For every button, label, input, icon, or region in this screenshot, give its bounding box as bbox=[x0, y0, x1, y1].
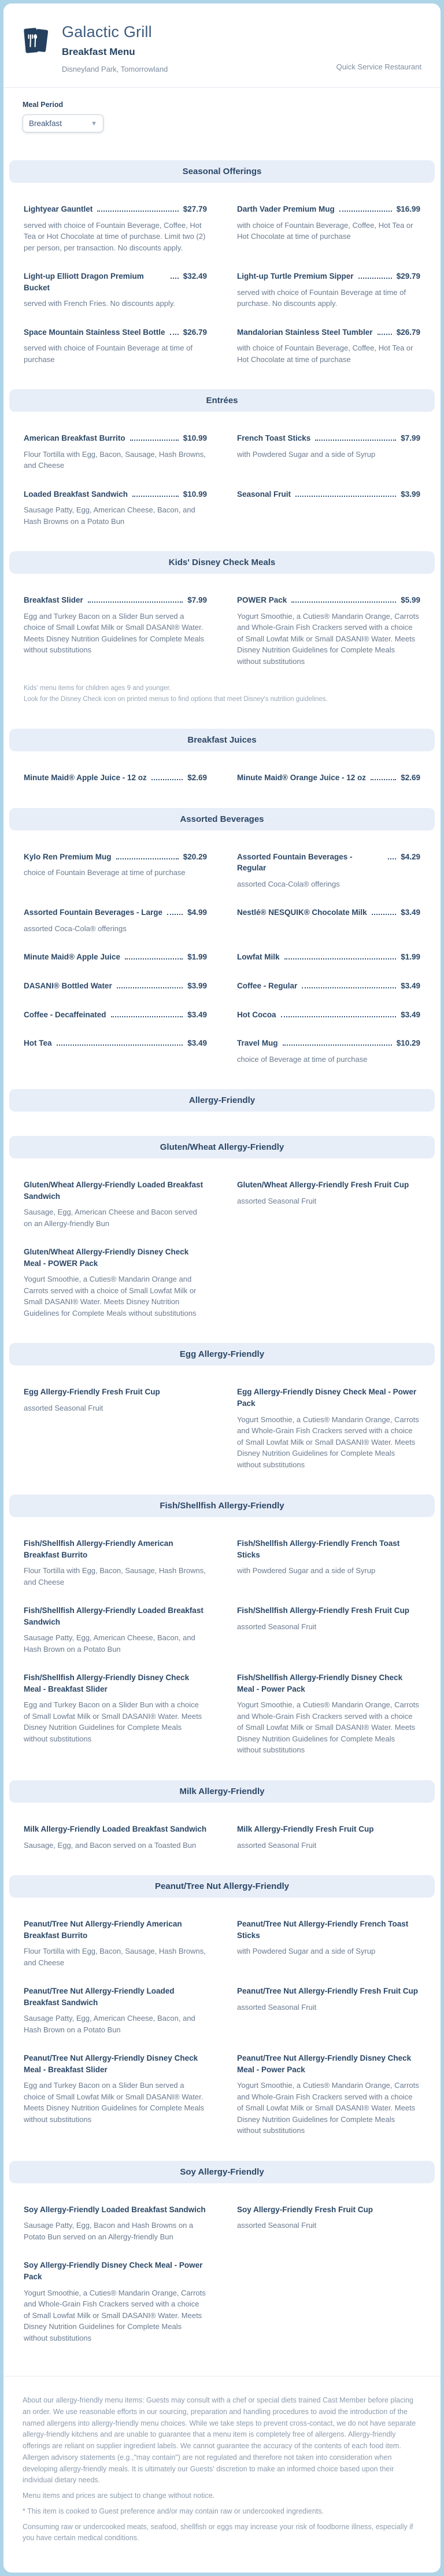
section-items bbox=[3, 204, 441, 365]
item-description: choice of Beverage at time of purchase bbox=[237, 1054, 420, 1065]
item-row bbox=[237, 1038, 420, 1049]
item-row bbox=[237, 2053, 420, 2075]
item-price: $4.29 bbox=[401, 852, 420, 861]
menu-item bbox=[24, 2053, 207, 2136]
section-items bbox=[3, 772, 441, 784]
item-description: Sausage Patty, Egg, American Cheese, Bacon, and Hash Browns on a Potato Bun bbox=[24, 504, 207, 527]
item-price: $3.99 bbox=[401, 490, 420, 499]
item-description: Flour Tortilla with Egg, Bacon, Sausage, Hash Browns, and Cheese bbox=[24, 1946, 207, 1968]
item-name: Fish/Shellfish Allergy-Friendly Loaded Breakfast Sandwich bbox=[24, 1605, 207, 1627]
item-price: $4.99 bbox=[187, 908, 207, 917]
item-description: Flour Tortilla with Egg, Bacon, Sausage, Hash Browns, and Cheese bbox=[24, 449, 207, 471]
item-row bbox=[24, 1246, 207, 1269]
item-row bbox=[24, 595, 207, 606]
item-row bbox=[237, 327, 420, 338]
item-row bbox=[237, 433, 420, 444]
item-row bbox=[24, 1918, 207, 1941]
menu-item bbox=[237, 1672, 420, 1756]
item-price: $7.99 bbox=[401, 434, 420, 442]
item-name: Fish/Shellfish Allergy-Friendly Disney Check Meal - Breakfast Slider bbox=[24, 1672, 207, 1695]
item-description: Yogurt Smoothie, a Cuties® Mandarin Orange, Carrots and Whole-Grain Fish Crackers served with a choice of Small Lowfat Milk or Small DASANI® Water. Meets Disney Nutrition Guidelines for Complete Meals without substitutions bbox=[24, 2287, 207, 2344]
item-description: Sausage, Egg, American Cheese and Bacon served on an Allergy-friendly Bun bbox=[24, 1206, 207, 1229]
dot-leader bbox=[88, 601, 183, 603]
item-name: Soy Allergy-Friendly Loaded Breakfast Sandwich bbox=[24, 2204, 206, 2216]
menu-item bbox=[24, 204, 207, 253]
item-name: Travel Mug bbox=[237, 1038, 278, 1049]
menu-item bbox=[237, 1985, 420, 2035]
item-price: $3.49 bbox=[187, 1010, 207, 1019]
item-price: $29.79 bbox=[397, 272, 420, 281]
item-description: assorted Seasonal Fruit bbox=[237, 1621, 420, 1633]
menu-item bbox=[24, 433, 207, 471]
item-row bbox=[24, 1672, 207, 1695]
menu-item bbox=[237, 1179, 420, 1229]
item-description: Sausage Patty, Egg, American Cheese, Bacon, and Hash Brown on a Potato Bun bbox=[24, 1632, 207, 1655]
item-row bbox=[24, 327, 207, 338]
menu-item bbox=[24, 2260, 207, 2344]
item-name: Lightyear Gauntlet bbox=[24, 204, 92, 215]
section-header: Fish/Shellfish Allergy-Friendly bbox=[9, 1494, 435, 1517]
item-name: Fish/Shellfish Allergy-Friendly French Toast Sticks bbox=[237, 1538, 420, 1560]
item-price: $7.99 bbox=[187, 596, 207, 604]
item-description: assorted Seasonal Fruit bbox=[237, 1840, 420, 1851]
item-price: $3.49 bbox=[187, 1039, 207, 1047]
item-name: Egg Allergy-Friendly Disney Check Meal - Power Pack bbox=[237, 1386, 420, 1409]
section-header: Milk Allergy-Friendly bbox=[9, 1780, 435, 1803]
item-name: Nestlé® NESQUIK® Chocolate Milk bbox=[237, 907, 367, 918]
menu-item bbox=[24, 1605, 207, 1655]
item-name: Gluten/Wheat Allergy-Friendly Fresh Fruit Cup bbox=[237, 1179, 409, 1191]
section-items bbox=[3, 433, 441, 527]
dot-leader bbox=[283, 1045, 392, 1046]
item-row bbox=[237, 2204, 420, 2216]
menu-item bbox=[237, 204, 420, 253]
dot-leader bbox=[97, 211, 178, 212]
dot-leader bbox=[372, 914, 397, 915]
dot-leader bbox=[302, 987, 396, 988]
item-row bbox=[24, 951, 207, 963]
section-header: Soy Allergy-Friendly bbox=[9, 2161, 435, 2183]
item-name: Peanut/Tree Nut Allergy-Friendly Disney Check Meal - Power Pack bbox=[237, 2053, 420, 2075]
item-description: Sausage Patty, Egg, Bacon and Hash Browns on a Potato Bun served on an Allergy-friendly Bun bbox=[24, 2220, 207, 2242]
restaurant-title: Galactic Grill bbox=[62, 23, 421, 41]
service-type-label: Quick Service Restaurant bbox=[336, 62, 421, 71]
item-name: Loaded Breakfast Sandwich bbox=[24, 489, 128, 500]
menu-item bbox=[24, 1824, 207, 1851]
menu-item bbox=[237, 271, 420, 309]
item-name: Assorted Fountain Beverages - Regular bbox=[237, 851, 383, 874]
menu-item bbox=[24, 595, 207, 667]
item-name: American Breakfast Burrito bbox=[24, 433, 125, 444]
menu-item bbox=[24, 1246, 207, 1319]
item-name: Hot Tea bbox=[24, 1038, 52, 1049]
menu-item bbox=[237, 489, 420, 527]
section-header: Peanut/Tree Nut Allergy-Friendly bbox=[9, 1875, 435, 1898]
menu-item bbox=[237, 951, 420, 963]
section-items bbox=[3, 851, 441, 1065]
menu-item bbox=[24, 1038, 207, 1065]
dot-leader bbox=[111, 1016, 183, 1017]
item-name: Space Mountain Stainless Steel Bottle bbox=[24, 327, 165, 338]
item-name: Fish/Shellfish Allergy-Friendly Fresh Fruit Cup bbox=[237, 1605, 409, 1617]
menu-item bbox=[237, 1538, 420, 1588]
item-row bbox=[237, 271, 420, 282]
menu-item bbox=[24, 1386, 207, 1470]
section-note-line: Look for the Disney Check icon on printed menus to find options that meet Disney's nutrition guidelines. bbox=[24, 694, 420, 704]
menu-item bbox=[237, 2053, 420, 2136]
section-items bbox=[3, 595, 441, 667]
item-row bbox=[24, 1386, 207, 1398]
item-row bbox=[24, 980, 207, 992]
item-row bbox=[24, 772, 207, 784]
item-description: Sausage, Egg, and Bacon served on a Toasted Bun bbox=[24, 1840, 207, 1851]
section-items bbox=[3, 1538, 441, 1756]
footer-paragraph: Consuming raw or undercooked meats, seafood, shellfish or eggs may increase your risk of foodborne illness, especially if you have certain medical conditions. bbox=[23, 2522, 421, 2545]
footer-paragraph: * This item is cooked to Guest preference and/or may contain raw or undercooked ingredients. bbox=[23, 2506, 421, 2518]
menu-item bbox=[24, 2204, 207, 2243]
item-price: $1.99 bbox=[401, 953, 420, 961]
menu-item bbox=[237, 2204, 420, 2243]
item-name: Kylo Ren Premium Mug bbox=[24, 851, 112, 863]
menu-item bbox=[237, 1824, 420, 1851]
item-name: Mandalorian Stainless Steel Tumbler bbox=[237, 327, 373, 338]
item-name: French Toast Sticks bbox=[237, 433, 310, 444]
section-header: Egg Allergy-Friendly bbox=[9, 1343, 435, 1365]
section-header: Breakfast Juices bbox=[9, 729, 435, 751]
item-row bbox=[24, 2204, 207, 2216]
item-name: Coffee - Regular bbox=[237, 980, 297, 992]
menu-item bbox=[24, 1538, 207, 1588]
item-description: assorted Seasonal Fruit bbox=[24, 1403, 207, 1414]
item-row bbox=[24, 1538, 207, 1560]
item-name: Gluten/Wheat Allergy-Friendly Disney Check Meal - POWER Pack bbox=[24, 1246, 207, 1269]
item-row bbox=[237, 907, 420, 918]
item-name: Lowfat Milk bbox=[237, 951, 280, 963]
item-row bbox=[24, 1179, 207, 1202]
menu-sections bbox=[3, 160, 441, 2344]
section-items bbox=[3, 1386, 441, 1470]
item-row bbox=[24, 907, 207, 918]
menu-item bbox=[24, 1985, 207, 2035]
item-row bbox=[237, 595, 420, 606]
item-price: $27.79 bbox=[183, 205, 207, 213]
item-row bbox=[237, 1824, 420, 1835]
item-row bbox=[24, 1009, 207, 1021]
item-name: Peanut/Tree Nut Allergy-Friendly Disney Check Meal - Breakfast Slider bbox=[24, 2053, 207, 2075]
item-name: Hot Cocoa bbox=[237, 1009, 276, 1021]
meal-period-select[interactable] bbox=[23, 115, 103, 132]
footer-paragraph: About our allergy-friendly menu items: Guests may consult with a chef or special diets trained Cast Member before placing an order. We use reasonable efforts in our sourcing, preparation and handling procedures to avoid the introduction of the named allergens into allergy-friendly menu choices. While we take steps to prevent cross-contact, we do not have separate allergy-friendly kitchens and are unable to guarantee that a menu item is completely free of allergens. Allergy-friendly offerings are reliant on supplier ingredient labels. We cannot guarantee the accuracy of the contents of each food item. Allergen advisory statements (e.g.,"may contain") are not regulated and therefore not taken into consideration when developing allergy-friendly meals. It is ultimately our Guests' discretion to make an informed choice based upon their individual dietary needs. bbox=[23, 2395, 421, 2486]
dot-leader bbox=[130, 440, 179, 441]
item-name: Fish/Shellfish Allergy-Friendly Disney Check Meal - Power Pack bbox=[237, 1672, 420, 1695]
menu-item bbox=[237, 907, 420, 934]
item-description: assorted Seasonal Fruit bbox=[237, 2002, 420, 2013]
dot-leader bbox=[388, 858, 396, 859]
item-name: Egg Allergy-Friendly Fresh Fruit Cup bbox=[24, 1386, 160, 1398]
menu-item bbox=[24, 951, 207, 963]
dot-leader bbox=[378, 334, 392, 335]
menu-item bbox=[24, 271, 207, 309]
dot-leader bbox=[358, 278, 392, 279]
item-description: served with choice of Fountain Beverage at time of purchase. No discounts apply. bbox=[237, 287, 420, 309]
item-name: Soy Allergy-Friendly Fresh Fruit Cup bbox=[237, 2204, 373, 2216]
menu-item bbox=[237, 595, 420, 667]
menu-item bbox=[24, 907, 207, 934]
item-description: assorted Coca-Cola® offerings bbox=[24, 923, 207, 935]
menu-item bbox=[237, 851, 420, 890]
item-row bbox=[24, 1605, 207, 1627]
item-row bbox=[237, 1179, 420, 1191]
dot-leader bbox=[371, 779, 396, 780]
item-name: Peanut/Tree Nut Allergy-Friendly Fresh Fruit Cup bbox=[237, 1985, 418, 1997]
section-note bbox=[3, 683, 441, 704]
item-name: Minute Maid® Orange Juice - 12 oz bbox=[237, 772, 366, 784]
item-price: $3.49 bbox=[401, 981, 420, 990]
section-header: Gluten/Wheat Allergy-Friendly bbox=[9, 1136, 435, 1158]
item-row bbox=[24, 204, 207, 215]
item-row bbox=[24, 1985, 207, 2008]
item-name: Gluten/Wheat Allergy-Friendly Loaded Breakfast Sandwich bbox=[24, 1179, 207, 1202]
item-price: $10.99 bbox=[183, 490, 207, 499]
chevron-down-icon: ▼ bbox=[91, 120, 97, 127]
menu-item bbox=[237, 1386, 420, 1470]
dot-leader bbox=[57, 1045, 183, 1046]
item-price: $1.99 bbox=[187, 953, 207, 961]
dot-leader bbox=[116, 858, 179, 859]
item-description: Yogurt Smoothie, a Cuties® Mandarin Orange, Carrots and Whole-Grain Fish Crackers served with a choice of Small Lowfat Milk or Small DASANI® Water. Meets Disney Nutrition Guidelines for Complete Meals without substitutions bbox=[237, 1699, 420, 1756]
item-name: Peanut/Tree Nut Allergy-Friendly Loaded Breakfast Sandwich bbox=[24, 1985, 207, 2008]
menu-item bbox=[24, 1918, 207, 1968]
item-name: DASANI® Bottled Water bbox=[24, 980, 112, 992]
item-row bbox=[237, 951, 420, 963]
item-name: Soy Allergy-Friendly Disney Check Meal - Power Pack bbox=[24, 2260, 207, 2282]
item-row bbox=[237, 204, 420, 215]
item-price: $5.99 bbox=[401, 596, 420, 604]
item-row bbox=[237, 851, 420, 874]
item-description: served with French Fries. No discounts apply. bbox=[24, 298, 207, 309]
footer-disclaimer bbox=[3, 2376, 441, 2573]
section-header: Assorted Beverages bbox=[9, 808, 435, 831]
section-items bbox=[3, 1824, 441, 1851]
section-header: Entrées bbox=[9, 389, 435, 412]
item-price: $32.49 bbox=[183, 272, 207, 281]
item-row bbox=[24, 1824, 207, 1835]
item-description: with Powdered Sugar and a side of Syrup bbox=[237, 449, 420, 460]
item-description: served with choice of Fountain Beverage at time of purchase bbox=[24, 342, 207, 365]
menu-item bbox=[237, 1918, 420, 1968]
item-price: $3.99 bbox=[187, 981, 207, 990]
item-name: Breakfast Slider bbox=[24, 595, 83, 606]
item-name: Minute Maid® Apple Juice bbox=[24, 951, 120, 963]
item-description: Egg and Turkey Bacon on a Slider Bun served a choice of Small Lowfat Milk or Small DASANI® Water. Meets Disney Nutrition Guidelines for Complete Meals without substitutions bbox=[24, 2080, 207, 2125]
menu-item bbox=[237, 327, 420, 366]
item-price: $10.99 bbox=[183, 434, 207, 442]
item-name: Fish/Shellfish Allergy-Friendly American Breakfast Burrito bbox=[24, 1538, 207, 1560]
item-name: Light-up Elliott Dragon Premium Bucket bbox=[24, 271, 166, 293]
item-row bbox=[24, 2053, 207, 2075]
dot-leader bbox=[167, 914, 183, 915]
restaurant-location: Disneyland Park, Tomorrowland bbox=[62, 65, 421, 73]
item-price: $2.69 bbox=[401, 773, 420, 782]
item-description: with choice of Fountain Beverage, Coffee, Hot Tea or Hot Chocolate at time of purchase bbox=[237, 220, 420, 242]
item-description: with Powdered Sugar and a side of Syrup bbox=[237, 1946, 420, 1957]
item-row bbox=[24, 2260, 207, 2282]
dot-leader bbox=[315, 440, 396, 441]
item-row bbox=[24, 1038, 207, 1049]
item-row bbox=[237, 1672, 420, 1695]
menu-item bbox=[237, 980, 420, 992]
item-name: Minute Maid® Apple Juice - 12 oz bbox=[24, 772, 147, 784]
dot-leader bbox=[117, 987, 183, 988]
meal-period-selected-value: Breakfast bbox=[29, 119, 62, 128]
item-description: choice of Fountain Beverage at time of purchase bbox=[24, 867, 207, 879]
menu-item bbox=[24, 327, 207, 366]
item-row bbox=[237, 772, 420, 784]
menu-item bbox=[24, 1009, 207, 1021]
item-description: with Powdered Sugar and a side of Syrup bbox=[237, 1565, 420, 1577]
item-row bbox=[24, 489, 207, 500]
section-items bbox=[3, 1179, 441, 1319]
menu-book-icon bbox=[23, 25, 49, 56]
dot-leader bbox=[125, 958, 183, 959]
item-description: Egg and Turkey Bacon on a Slider Bun with a choice of Small Lowfat Milk or Small DASANI® Water. Meets Disney Nutrition Guidelines for Complete Meals without substitutions bbox=[24, 1699, 207, 1744]
meal-period-block bbox=[3, 88, 441, 136]
section-items bbox=[3, 2204, 441, 2344]
item-description: Yogurt Smoothie, a Cuties® Mandarin Orange and Carrots served with a choice of Small Lowfat Milk or Small DASANI® Water. Meets Disney Nutrition Guidelines for Complete Meals without substitutions bbox=[24, 1274, 207, 1319]
item-price: $2.69 bbox=[187, 773, 207, 782]
item-name: Seasonal Fruit bbox=[237, 489, 291, 500]
dot-leader bbox=[170, 334, 179, 335]
item-row bbox=[24, 851, 207, 863]
item-price: $10.29 bbox=[397, 1039, 420, 1047]
dot-leader bbox=[151, 779, 183, 780]
item-row bbox=[237, 980, 420, 992]
dot-leader bbox=[284, 958, 397, 959]
item-row bbox=[237, 1538, 420, 1560]
section-items bbox=[3, 1918, 441, 2136]
menu-item bbox=[24, 980, 207, 992]
item-description: Yogurt Smoothie, a Cuties® Mandarin Orange, Carrots and Whole-Grain Fish Crackers served with a choice of Small Lowfat Milk or Small DASANI® Water. Meets Disney Nutrition Guidelines for Complete Meals without substitutions bbox=[237, 2080, 420, 2136]
item-description: Egg and Turkey Bacon on a Slider Bun served a choice of Small Lowfat Milk or Small DASANI® Water. Meets Disney Nutrition Guidelines for Complete Meals without substitutions bbox=[24, 611, 207, 656]
item-description: with choice of Fountain Beverage, Coffee, Hot Tea or Hot Chocolate at time of purchase bbox=[237, 342, 420, 365]
menu-item bbox=[24, 1672, 207, 1756]
menu-item bbox=[24, 1179, 207, 1229]
item-price: $3.49 bbox=[401, 908, 420, 917]
item-name: Peanut/Tree Nut Allergy-Friendly American Breakfast Burrito bbox=[24, 1918, 207, 1941]
item-name: Peanut/Tree Nut Allergy-Friendly French Toast Sticks bbox=[237, 1918, 420, 1941]
item-price: $20.29 bbox=[183, 852, 207, 861]
item-description: Yogurt Smoothie, a Cuties® Mandarin Orange, Carrots and Whole-Grain Fish Crackers served with a choice of Small Lowfat Milk or Small DASANI® Water. Meets Disney Nutrition Guidelines for Complete Meals without substitutions bbox=[237, 611, 420, 667]
header bbox=[3, 3, 441, 83]
menu-item bbox=[237, 1038, 420, 1065]
item-description: assorted Seasonal Fruit bbox=[237, 1195, 420, 1207]
item-price: $26.79 bbox=[183, 328, 207, 337]
item-name: POWER Pack bbox=[237, 595, 287, 606]
dot-leader bbox=[132, 496, 179, 497]
menu-card bbox=[3, 3, 441, 2573]
dot-leader bbox=[281, 1016, 397, 1017]
section-note-line: Kids' menu items for children ages 9 and younger. bbox=[24, 683, 420, 693]
menu-item bbox=[24, 772, 207, 784]
dot-leader bbox=[339, 211, 392, 212]
menu-item bbox=[24, 851, 207, 890]
item-row bbox=[237, 1009, 420, 1021]
dot-leader bbox=[295, 496, 396, 497]
menu-item bbox=[237, 433, 420, 471]
item-price: $26.79 bbox=[397, 328, 420, 337]
item-row bbox=[237, 1605, 420, 1617]
item-row bbox=[237, 1918, 420, 1941]
dot-leader bbox=[171, 278, 179, 279]
item-name: Assorted Fountain Beverages - Large bbox=[24, 907, 162, 918]
item-name: Milk Allergy-Friendly Fresh Fruit Cup bbox=[237, 1824, 374, 1835]
item-description: assorted Seasonal Fruit bbox=[237, 2220, 420, 2231]
meal-period-label: Meal Period bbox=[23, 101, 421, 109]
footer-paragraph: Menu items and prices are subject to change without notice. bbox=[23, 2490, 421, 2502]
menu-type-title: Breakfast Menu bbox=[62, 46, 421, 58]
section-header: Allergy-Friendly bbox=[9, 1089, 435, 1112]
item-name: Darth Vader Premium Mug bbox=[237, 204, 335, 215]
item-description: Sausage Patty, Egg, American Cheese, Bacon, and Hash Brown on a Potato Bun bbox=[24, 2013, 207, 2035]
item-description: served with choice of Fountain Beverage, Coffee, Hot Tea or Hot Chocolate at time of purchase. Limit two (2) per person, per transaction. No discounts apply. bbox=[24, 220, 207, 254]
menu-item bbox=[237, 1009, 420, 1021]
section-header: Seasonal Offerings bbox=[9, 160, 435, 183]
item-row bbox=[237, 1386, 420, 1409]
dot-leader bbox=[291, 601, 396, 603]
item-name: Light-up Turtle Premium Sipper bbox=[237, 271, 354, 282]
item-price: $16.99 bbox=[397, 205, 420, 213]
item-description: Yogurt Smoothie, a Cuties® Mandarin Orange, Carrots and Whole-Grain Fish Crackers served with a choice of Small Lowfat Milk or Small DASANI® Water. Meets Disney Nutrition Guidelines for Complete Meals without substitutions bbox=[237, 1414, 420, 1471]
item-row bbox=[237, 1985, 420, 1997]
menu-item bbox=[24, 489, 207, 527]
item-row bbox=[24, 433, 207, 444]
item-name: Milk Allergy-Friendly Loaded Breakfast Sandwich bbox=[24, 1824, 206, 1835]
item-row bbox=[24, 271, 207, 293]
item-price: $3.49 bbox=[401, 1010, 420, 1019]
item-description: assorted Coca-Cola® offerings bbox=[237, 879, 420, 890]
item-row bbox=[237, 489, 420, 500]
menu-item bbox=[237, 1605, 420, 1655]
section-header: Kids' Disney Check Meals bbox=[9, 551, 435, 574]
item-description: Flour Tortilla with Egg, Bacon, Sausage, Hash Browns, and Cheese bbox=[24, 1565, 207, 1588]
menu-item bbox=[237, 772, 420, 784]
item-name: Coffee - Decaffeinated bbox=[24, 1009, 106, 1021]
